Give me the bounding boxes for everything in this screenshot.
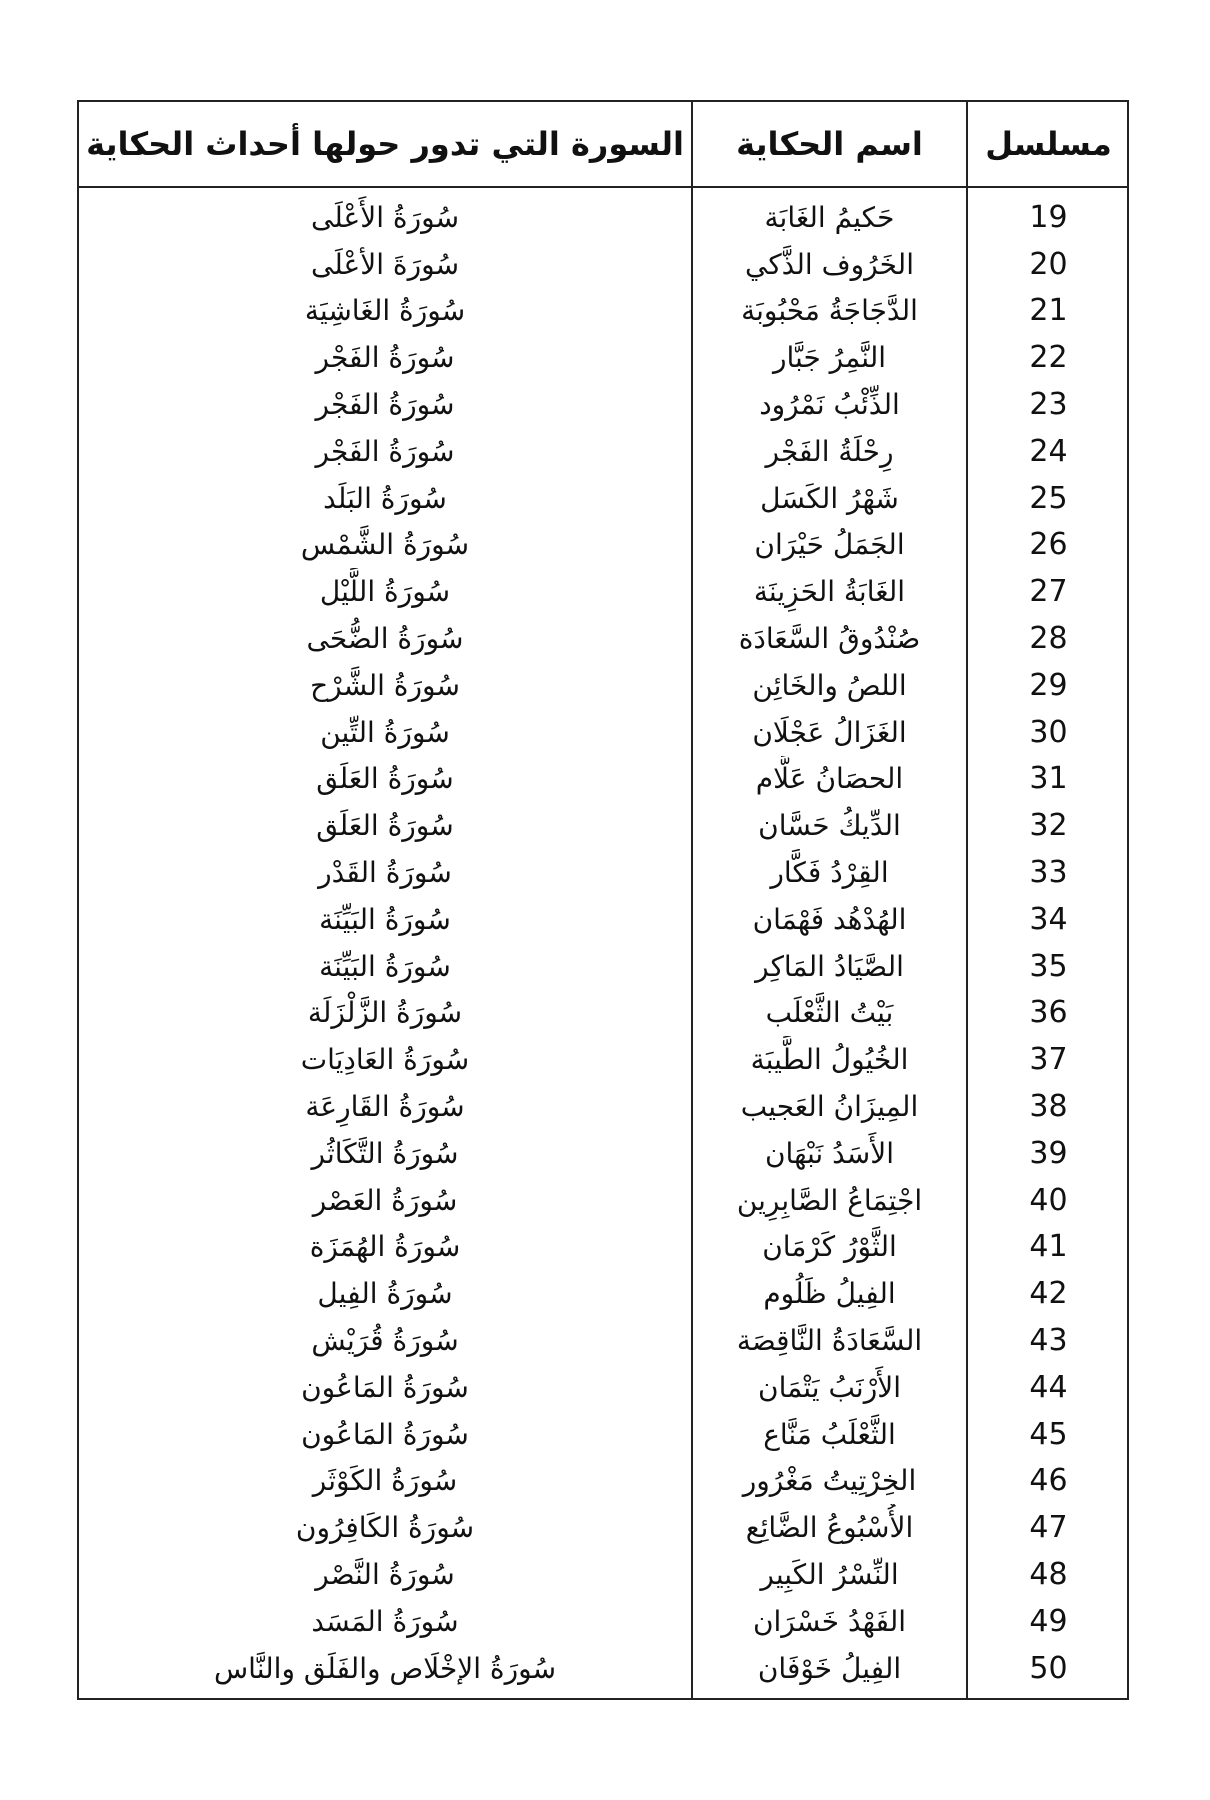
story-name-cell: النَّمِرُ جَبَّار	[772, 341, 887, 375]
surah-cell: سُورَةُ المَاعُون	[301, 1370, 469, 1404]
story-name-cell: الأُسْبُوعُ الضَّائِع	[745, 1511, 914, 1545]
story-name-cell: الغَزَالُ عَجْلَان	[752, 715, 907, 749]
serial-cell: 26	[1029, 527, 1068, 563]
serial-cell: 24	[1029, 433, 1068, 469]
serial-cell: 39	[1029, 1135, 1068, 1171]
table-row	[79, 802, 1127, 849]
serial-cell: 49	[1029, 1603, 1068, 1639]
story-name-cell: الدَّجَاجَةُ مَحْبُوبَة	[741, 294, 918, 328]
table-row	[79, 1130, 1127, 1177]
table-header	[79, 102, 1127, 186]
serial-cell: 32	[1029, 808, 1068, 844]
serial-cell: 25	[1029, 480, 1068, 516]
table-row	[79, 1177, 1127, 1224]
header-surah: السورة التي تدور حولها أحداث الحكاية	[86, 125, 684, 163]
stories-table	[77, 100, 1129, 1700]
serial-cell: 20	[1029, 246, 1068, 282]
story-name-cell: الثَّوْرُ كَرْمَان	[762, 1230, 897, 1264]
serial-cell: 19	[1029, 199, 1068, 235]
table-row	[79, 1317, 1127, 1364]
table-row	[79, 1411, 1127, 1458]
table-row	[79, 428, 1127, 475]
table-row	[79, 1598, 1127, 1645]
table-row	[79, 1224, 1127, 1271]
surah-cell: سُورَةُ الكَافِرُون	[295, 1511, 475, 1545]
story-name-cell: الفِيلُ خَوْفَان	[757, 1651, 902, 1685]
table-row	[79, 756, 1127, 803]
serial-cell: 42	[1029, 1276, 1068, 1312]
story-name-cell: اللصُ والخَائِن	[752, 668, 907, 702]
surah-cell: سُورَةُ الفِيل	[317, 1277, 453, 1311]
serial-cell: 27	[1029, 574, 1068, 610]
serial-cell: 30	[1029, 714, 1068, 750]
story-name-cell: الفِيلُ ظَلُوم	[763, 1277, 896, 1311]
table-row	[79, 990, 1127, 1037]
serial-cell: 45	[1029, 1416, 1068, 1452]
story-name-cell: رِحْلَةُ الفَجْر	[765, 434, 894, 468]
table-row	[79, 662, 1127, 709]
surah-cell: سُورَةُ المَاعُون	[301, 1417, 469, 1451]
table-row	[79, 943, 1127, 990]
serial-cell: 21	[1029, 293, 1068, 329]
story-name-cell: صُنْدُوقُ السَّعَادَة	[738, 622, 921, 656]
story-name-cell: الخِرْتِيتُ مَغْرُور	[742, 1464, 917, 1498]
table-row	[79, 1504, 1127, 1551]
story-name-cell: النِّسْرُ الكَبِير	[760, 1558, 899, 1591]
table-row	[79, 1458, 1127, 1505]
story-name-cell: الحصَانُ عَلَّام	[755, 762, 904, 796]
story-name-cell: الأَسَدُ نَبْهَان	[764, 1136, 895, 1170]
table-row	[79, 1270, 1127, 1317]
surah-cell: سُورَةُ العَصْر	[312, 1183, 458, 1217]
serial-cell: 46	[1029, 1463, 1068, 1499]
table-row	[79, 288, 1127, 335]
table-row	[79, 568, 1127, 615]
story-name-cell: شَهْرُ الكَسَل	[760, 481, 899, 515]
surah-cell: سُورَةُ الهُمَزَة	[309, 1230, 461, 1264]
table-row	[79, 194, 1127, 241]
surah-cell: سُورَةُ الإخْلَاص والفَلَق والنَّاس	[213, 1651, 557, 1685]
serial-cell: 23	[1029, 387, 1068, 423]
surah-cell: سُورَةُ الغَاشِيَة	[304, 294, 466, 328]
surah-cell: سُورَةُ الضُّحَى	[306, 622, 464, 656]
surah-cell: سُورَةُ الكَوْثَر	[312, 1464, 458, 1498]
serial-cell: 22	[1029, 340, 1068, 376]
surah-cell: سُورَةُ الزَّلْزَلَة	[307, 996, 463, 1030]
surah-cell: سُورَةُ الفَجْر	[315, 388, 455, 422]
serial-cell: 44	[1029, 1369, 1068, 1405]
table-row	[79, 709, 1127, 756]
header-serial: مسلسل	[985, 125, 1112, 163]
serial-cell: 41	[1029, 1229, 1068, 1265]
story-name-cell: الخُيُولُ الطَّيبَة	[750, 1043, 909, 1077]
surah-cell: سُورَةُ العَلَق	[316, 809, 454, 843]
story-name-cell: الخَرُوف الذَّكي	[745, 247, 914, 281]
serial-cell: 43	[1029, 1323, 1068, 1359]
surah-cell: سُورَةُ اللَّيْل	[319, 575, 451, 609]
table-row	[79, 334, 1127, 381]
table-row	[79, 475, 1127, 522]
surah-cell: سُورَةُ البَيِّنَة	[319, 902, 451, 936]
story-name-cell: الغَابَةُ الحَزِينَة	[753, 575, 906, 609]
story-name-cell: اجْتِمَاعُ الصَّابِرِين	[736, 1183, 923, 1217]
surah-cell: سُورَةُ الفَجْر	[315, 434, 455, 468]
table-row	[79, 381, 1127, 428]
surah-cell: سُورَةُ الفَجْر	[315, 341, 455, 375]
serial-cell: 40	[1029, 1182, 1068, 1218]
serial-cell: 33	[1029, 855, 1068, 891]
surah-cell: سُورَةُ التَّكَاثُر	[311, 1136, 459, 1170]
table-body	[79, 194, 1127, 1692]
story-name-cell: الفَهْدُ خَسْرَان	[752, 1604, 907, 1638]
table-row	[79, 1645, 1127, 1692]
surah-cell: سُورَةُ الشَّمْس	[300, 528, 470, 562]
serial-cell: 31	[1029, 761, 1068, 797]
surah-cell: سُورَةُ قُرَيْش	[311, 1324, 459, 1358]
surah-cell: سُورَةُ الشَّرْح	[310, 668, 460, 702]
surah-cell: سُورَةُ النَّصْر	[315, 1558, 455, 1591]
surah-cell: سُورَةُ العَلَق	[316, 762, 454, 796]
story-name-cell: المِيزَانُ العَجيب	[740, 1090, 919, 1124]
surah-cell: سُورَةُ الأَعْلَى	[310, 200, 460, 234]
story-name-cell: بَيْتُ الثَّعْلَب	[765, 996, 894, 1030]
serial-cell: 47	[1029, 1510, 1068, 1546]
surah-cell: سُورَةُ البَيِّنَة	[319, 949, 451, 983]
story-name-cell: الجَمَلُ حَيْرَان	[754, 528, 905, 562]
serial-cell: 36	[1029, 995, 1068, 1031]
table-row	[79, 1551, 1127, 1598]
surah-cell: سُورَةُ التِّين	[320, 715, 450, 749]
surah-cell: سُورَةُ العَادِيَات	[300, 1043, 470, 1077]
header-divider	[79, 186, 1127, 188]
serial-cell: 28	[1029, 621, 1068, 657]
table-row	[79, 1083, 1127, 1130]
story-name-cell: الأَرْنَبُ يَتْمَان	[758, 1370, 901, 1404]
surah-cell: سُورَةُ البَلَد	[323, 481, 447, 515]
table-row	[79, 896, 1127, 943]
serial-cell: 34	[1029, 901, 1068, 937]
serial-cell: 37	[1029, 1042, 1068, 1078]
story-name-cell: الذِّئْبُ نَمْرُود	[759, 388, 900, 422]
serial-cell: 50	[1029, 1650, 1068, 1686]
serial-cell: 29	[1029, 667, 1068, 703]
table-row	[79, 1036, 1127, 1083]
surah-cell: سُورَةَ الأعْلَى	[310, 247, 460, 281]
surah-cell: سُورَةُ المَسَد	[311, 1604, 459, 1638]
story-name-cell: القِرْدُ فَكَّار	[770, 856, 889, 890]
story-name-cell: الدِّيكُ حَسَّان	[758, 809, 901, 843]
serial-cell: 35	[1029, 948, 1068, 984]
story-name-cell: الثَّعْلَبُ مَنَّاع	[763, 1417, 896, 1451]
surah-cell: سُورَةُ القَدْر	[318, 856, 452, 890]
story-name-cell: حَكيمُ الغَابَة	[764, 200, 895, 234]
story-name-cell: الهُدْهُد فَهْمَان	[752, 902, 907, 936]
story-name-cell: السَّعَادَةُ النَّاقِصَة	[736, 1324, 923, 1358]
table-row	[79, 849, 1127, 896]
serial-cell: 48	[1029, 1557, 1068, 1592]
surah-cell: سُورَةُ القَارِعَة	[305, 1090, 465, 1124]
story-name-cell: الصَّيَادُ المَاكِر	[755, 949, 904, 983]
table-row	[79, 241, 1127, 288]
table-row	[79, 522, 1127, 569]
table-row	[79, 1364, 1127, 1411]
table-row	[79, 615, 1127, 662]
header-story-name: اسم الحكاية	[736, 125, 923, 163]
serial-cell: 38	[1029, 1089, 1068, 1125]
